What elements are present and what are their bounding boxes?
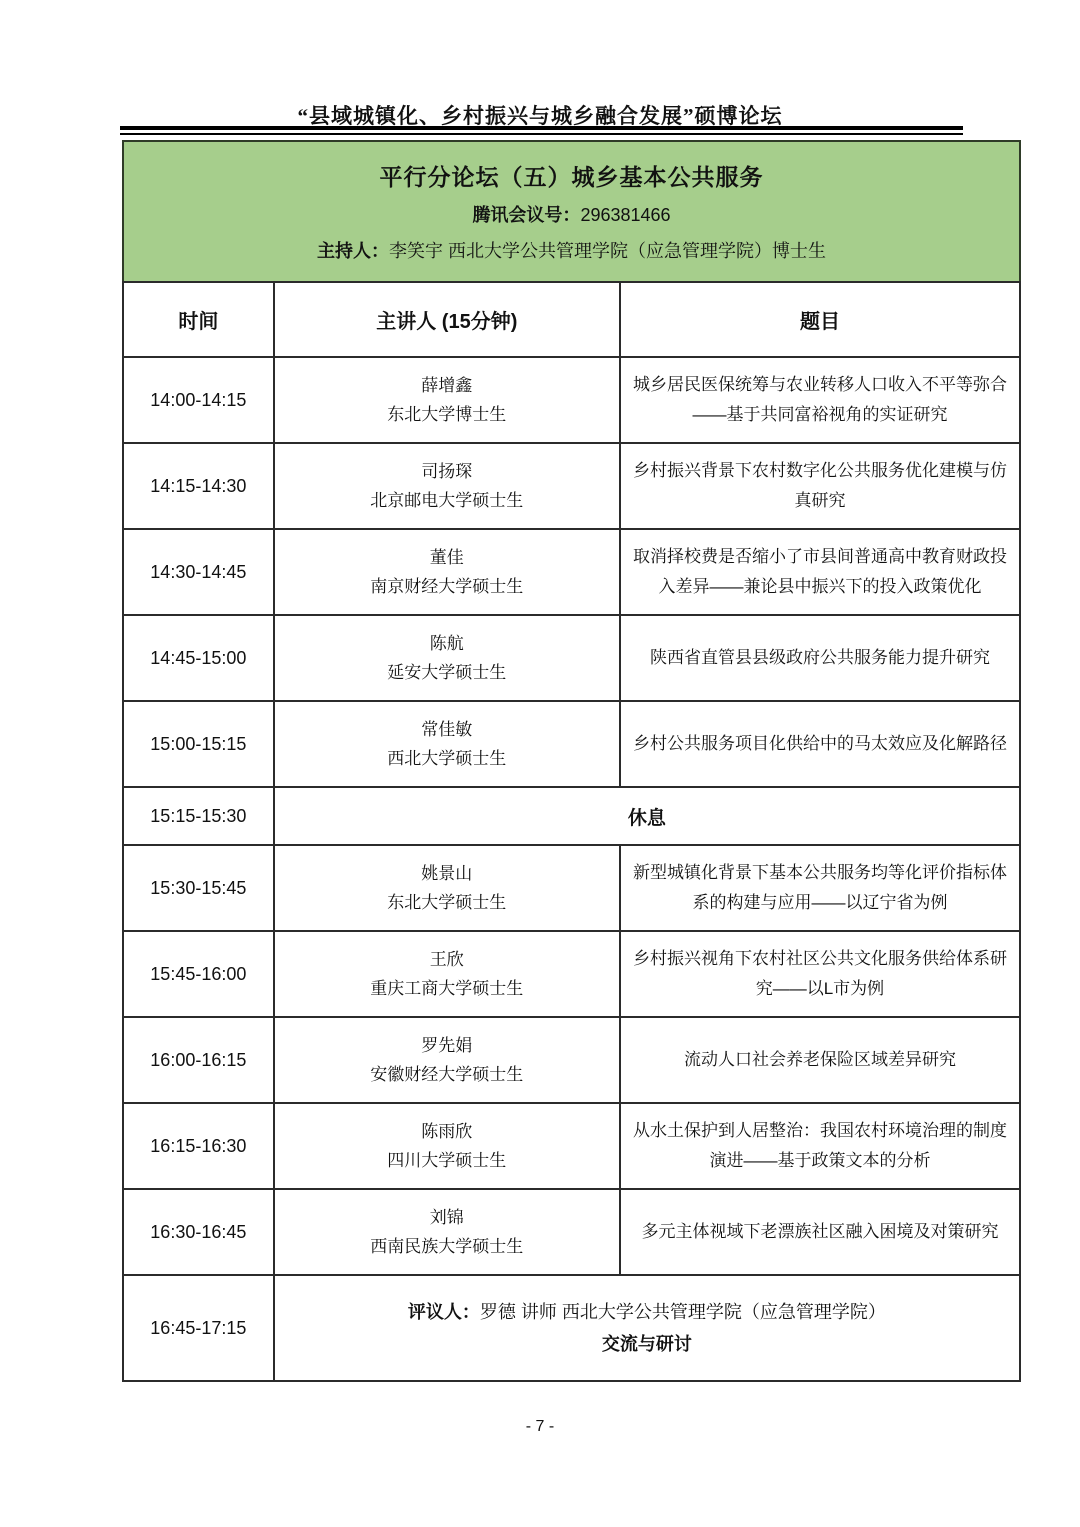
time-cell: 16:30-16:45 — [123, 1189, 274, 1275]
talk-title: 新型城镇化背景下基本公共服务均等化评价指标体系的构建与应用——以辽宁省为例 — [620, 845, 1020, 931]
table-row-talk — [123, 1103, 1020, 1189]
speaker-cell — [274, 357, 620, 443]
speaker-name: 陈雨欣 — [421, 1122, 473, 1141]
host-info — [124, 237, 1019, 263]
speaker-cell — [274, 931, 620, 1017]
table-row-break — [123, 787, 1020, 845]
talk-title: 取消择校费是否缩小了市县间普通高中教育财政投入差异——兼论县中振兴下的投入政策优化 — [620, 529, 1020, 615]
meeting-id-label: 腾讯会议号： — [472, 205, 581, 225]
speaker-cell — [274, 529, 620, 615]
table-row-talk — [123, 931, 1020, 1017]
speaker-affiliation: 南京财经大学硕士生 — [370, 577, 524, 596]
speaker-cell — [274, 845, 620, 931]
closing-activity: 交流与研讨 — [601, 1334, 692, 1354]
speaker-affiliation: 北京邮电大学硕士生 — [370, 491, 524, 510]
time-cell: 15:00-15:15 — [123, 701, 274, 787]
speaker-affiliation: 东北大学硕士生 — [387, 893, 507, 912]
page-number: - 7 - — [525, 1418, 555, 1435]
column-header-time: 时间 — [123, 282, 274, 357]
host-label: 主持人： — [317, 241, 389, 261]
time-cell: 16:45-17:15 — [123, 1275, 274, 1381]
time-cell: 15:45-16:00 — [123, 931, 274, 1017]
reviewer-line — [283, 1296, 1011, 1328]
table-row-talk — [123, 357, 1020, 443]
speaker-name: 罗先娟 — [421, 1036, 473, 1055]
speaker-name: 刘锦 — [429, 1208, 464, 1227]
talk-title: 流动人口社会养老保险区域差异研究 — [620, 1017, 1020, 1103]
table-row-talk — [123, 701, 1020, 787]
speaker-name: 司扬琛 — [421, 462, 473, 481]
speaker-cell — [274, 701, 620, 787]
talk-title: 乡村振兴背景下农村数字化公共服务优化建模与仿真研究 — [620, 443, 1020, 529]
content-column — [122, 140, 1021, 1382]
session-banner — [122, 140, 1021, 283]
break-label: 休息 — [274, 787, 1020, 845]
table-row-talk — [123, 1017, 1020, 1103]
speaker-cell — [274, 1189, 620, 1275]
time-cell: 15:30-15:45 — [123, 845, 274, 931]
time-cell: 14:45-15:00 — [123, 615, 274, 701]
speaker-cell — [274, 443, 620, 529]
talk-title: 城乡居民医保统筹与农业转移人口收入不平等弥合——基于共同富裕视角的实证研究 — [620, 357, 1020, 443]
time-cell: 15:15-15:30 — [123, 787, 274, 845]
table-row-talk — [123, 845, 1020, 931]
table-row-talk — [123, 529, 1020, 615]
speaker-name: 王欣 — [429, 950, 464, 969]
meeting-info — [124, 201, 1019, 227]
speaker-name: 常佳敏 — [421, 720, 473, 739]
talk-title: 从水土保护到人居整治：我国农村环境治理的制度演进——基于政策文本的分析 — [620, 1103, 1020, 1189]
speaker-name: 董佳 — [429, 548, 464, 567]
table-row-talk — [123, 1189, 1020, 1275]
schedule-table-header — [123, 282, 1020, 357]
meeting-id-value: 296381466 — [580, 205, 671, 225]
speaker-affiliation: 东北大学博士生 — [387, 405, 507, 424]
schedule-table — [122, 281, 1021, 1382]
closing-cell — [274, 1275, 1020, 1381]
speaker-name: 陈航 — [429, 634, 464, 653]
header-row — [123, 282, 1020, 357]
speaker-name: 薛增鑫 — [421, 376, 473, 395]
speaker-cell — [274, 1103, 620, 1189]
forum-running-header: “县域城镇化、乡村振兴与城乡融合发展”硕博论坛 — [297, 104, 783, 128]
time-cell: 14:15-14:30 — [123, 443, 274, 529]
time-cell: 14:00-14:15 — [123, 357, 274, 443]
speaker-name: 姚景山 — [421, 864, 473, 883]
column-header-speaker: 主讲人 (15分钟) — [274, 282, 620, 357]
speaker-affiliation: 延安大学硕士生 — [387, 663, 507, 682]
time-cell: 16:00-16:15 — [123, 1017, 274, 1103]
time-cell: 16:15-16:30 — [123, 1103, 274, 1189]
speaker-affiliation: 西北大学硕士生 — [387, 749, 507, 768]
speaker-affiliation: 安徽财经大学硕士生 — [370, 1065, 524, 1084]
time-cell: 14:30-14:45 — [123, 529, 274, 615]
header-divider-rule — [120, 126, 963, 135]
speaker-affiliation: 重庆工商大学硕士生 — [370, 979, 524, 998]
talk-title: 多元主体视域下老漂族社区融入困境及对策研究 — [620, 1189, 1020, 1275]
column-header-topic: 题目 — [620, 282, 1020, 357]
table-row-talk — [123, 443, 1020, 529]
table-row-closing — [123, 1275, 1020, 1381]
schedule-table-body — [123, 357, 1020, 1381]
talk-title: 陕西省直管县县级政府公共服务能力提升研究 — [620, 615, 1020, 701]
reviewer-text: 罗德 讲师 西北大学公共管理学院（应急管理学院） — [479, 1302, 886, 1322]
speaker-affiliation: 四川大学硕士生 — [387, 1151, 507, 1170]
talk-title: 乡村振兴视角下农村社区公共文化服务供给体系研究——以L市为例 — [620, 931, 1020, 1017]
speaker-affiliation: 西南民族大学硕士生 — [370, 1237, 524, 1256]
session-title: 平行分论坛（五）城乡基本公共服务 — [379, 164, 764, 190]
speaker-cell — [274, 1017, 620, 1103]
speaker-cell — [274, 615, 620, 701]
host-value: 李笑宇 西北大学公共管理学院（应急管理学院）博士生 — [389, 241, 826, 261]
talk-title: 乡村公共服务项目化供给中的马太效应及化解路径 — [620, 701, 1020, 787]
table-row-talk — [123, 615, 1020, 701]
reviewer-label: 评议人： — [407, 1302, 480, 1322]
